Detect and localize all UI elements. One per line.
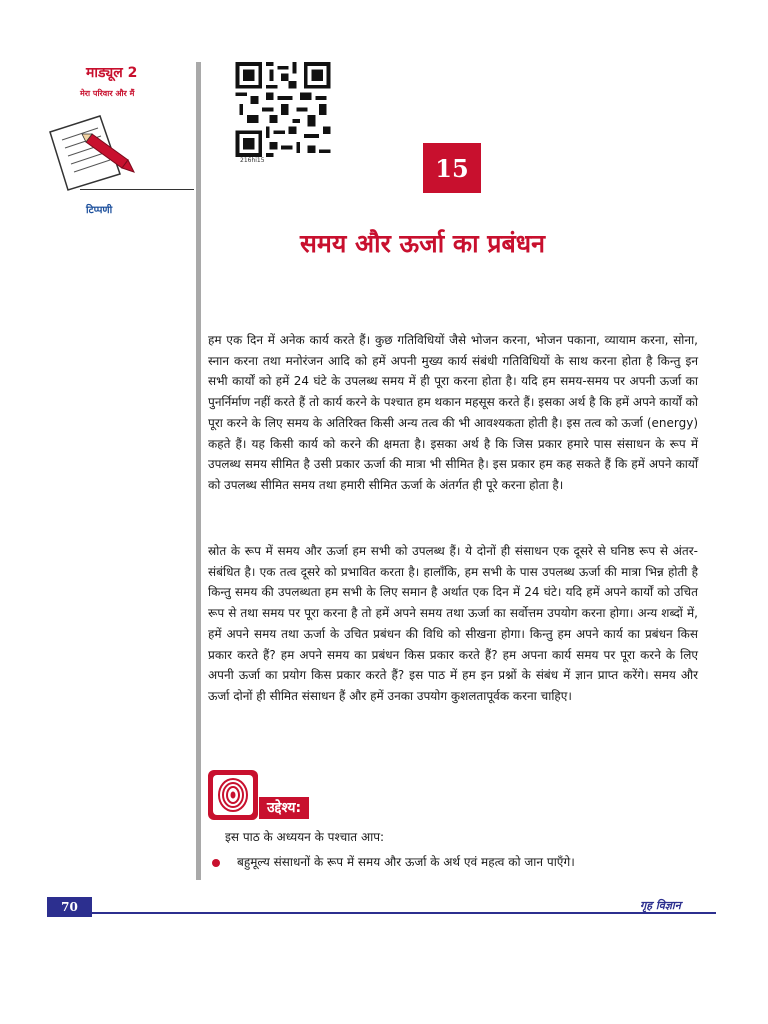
margin-rule [196,62,201,880]
bullet-icon [212,859,220,867]
objectives-intro: इस पाठ के अध्ययन के पश्चात आप: [225,830,385,844]
footer-subject: गृह विज्ञान [640,899,681,912]
sidebar [0,0,196,890]
chapter-number: 15 [423,143,481,193]
notes-label: टिप्पणी [86,205,113,216]
body-paragraph: हम एक दिन में अनेक कार्य करते हैं। कुछ गतिविधियों जैसे भोजन करना, भोजन पकाना, व्यायाम करना, सोना, स्नान करना तथा मनोरंजन आदि को हमें अपनी मुख्य कार्य संबंधी गतिविधियों के साथ करना होता है किन्तु इन सभी कार्यों को हमें 24 घंटे के उपलब्ध समय में ही पूरा करना होता है। यदि हम समय-समय पर अपनी ऊर्जा का पुनर्निर्माण नहीं करते हैं तो कार्य करने के पश्चात हम थकान महसूस करते हैं। इसका अर्थ है कि हमें अपने कार्यों को पूरा करने के लिए समय के अतिरिक्त किसी अन्य तत्व की भी आवश्यकता होती है। इस तत्व को ऊर्जा (energy) कहते हैं। यह किसी कार्य को करने की क्षमता है। इसका अर्थ है कि जिस प्रकार हमारे पास संसाधन के रूप में उपलब्ध समय सीमित है उसी प्रकार ऊर्जा की मात्रा भी सीमित है। इस प्रकार हम कह सकते हैं कि हमें अपने कार्यों को उपलब्ध सीमित समय तथा हमारी सीमित ऊर्जा के अंतर्गत ही पूरे करना होता है। [208,333,698,492]
footer-rule [92,912,716,914]
body-paragraph: स्रोत के रूप में समय और ऊर्जा हम सभी को उपलब्ध हैं। ये दोनों ही संसाधन एक दूसरे से घनिष्ठ रूप से अंतर-संबंधित है। एक तत्व दूसरे को प्रभावित करता है। हालाँकि, हम सभी के पास उपलब्ध ऊर्जा की मात्रा भिन्न होती है किन्तु समय की उपलब्धता हम सभी के लिए समान है अर्थात एक दिन में 24 घंटे। यदि हमें अपने कार्यों को उचित रूप से तथा समय पर पूरा करना है तो हमें अपने समय तथा ऊर्जा का सर्वोत्तम उपयोग करना होगा। अन्य शब्दों में, हमें अपने समय तथा ऊर्जा के उचित प्रबंधन की विधि को सीखना होगा। किन्तु हम अपने कार्य का प्रबंधन किस प्रकार करते हैं? हम अपने समय का प्रबंधन किस प्रकार करते हैं? हम अपना कार्य समय पर पूरा करने के लिए अपनी ऊर्जा का प्रयोग किस प्रकार करते हैं? इस पाठ में हम इन प्रश्नों के संबंध में ज्ञान प्राप्त करेंगे। समय और ऊर्जा दोनों ही सीमित संसाधन हैं और हमें उनका उपयोग कुशलतापूर्वक करना चाहिए। [208,544,698,703]
sidebar-divider [80,189,194,190]
chapter-title: समय और ऊर्जा का प्रबंधन [300,229,546,258]
objectives-heading: उद्देश्य: [259,797,309,819]
qr-code-label: 216hi15 [240,157,265,164]
objective-item: बहुमूल्य संसाधनों के रूप में समय और ऊर्जा के अर्थ एवं महत्व को जान पाएँगे। [237,855,575,869]
page-number: 70 [47,897,92,917]
module-title: माड्यूल 2 [86,65,138,81]
note-paper-pencil-icon [42,112,142,194]
qr-code-icon [233,62,333,157]
module-subtitle: मेरा परिवार और मैं [80,89,135,98]
target-icon [207,769,259,821]
